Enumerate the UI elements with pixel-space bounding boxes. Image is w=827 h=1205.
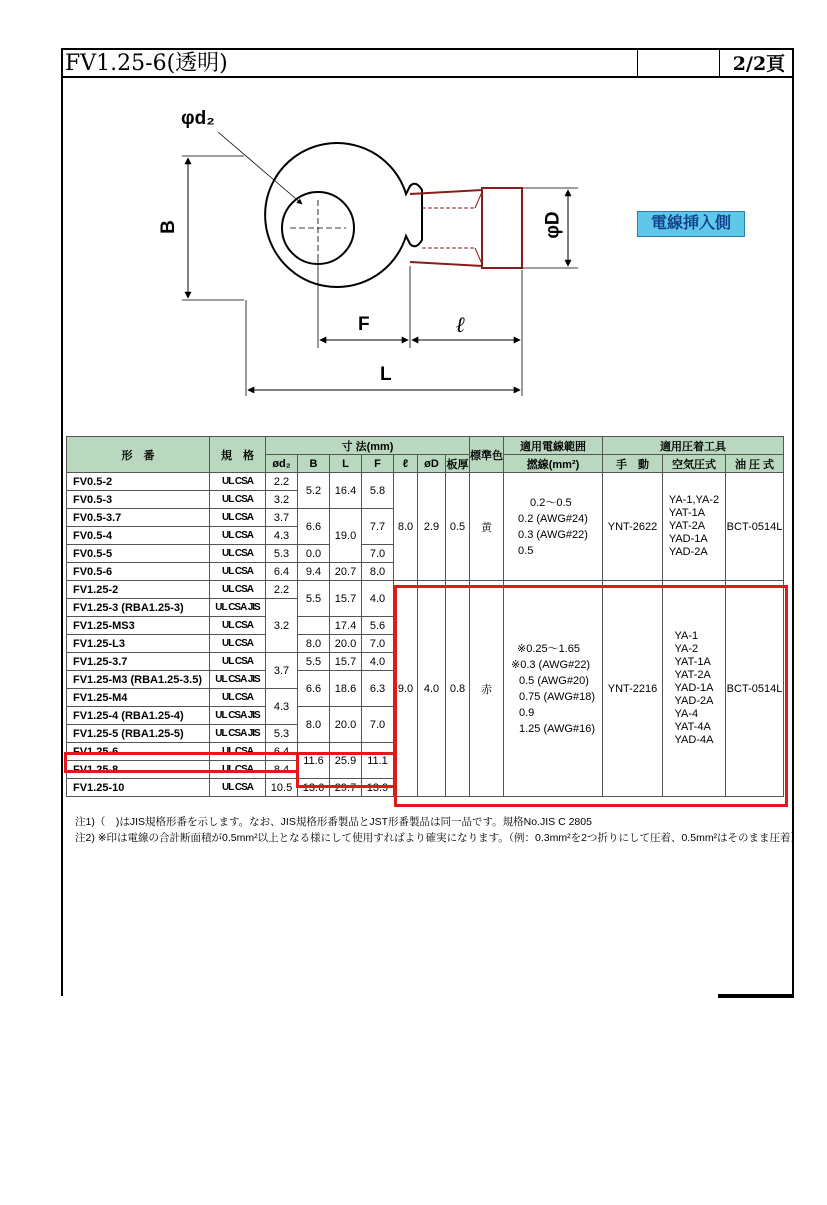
header-color: 標準色 bbox=[470, 437, 504, 473]
table-row: FV1.25-8 UL CSA 8.4 bbox=[67, 761, 784, 779]
title-divider bbox=[719, 50, 720, 78]
table-row: FV0.5-4 UL CSA 4.3 bbox=[67, 527, 784, 545]
label-l: ℓ bbox=[456, 312, 466, 338]
header-wire-range: 適用電線範囲 bbox=[504, 437, 603, 455]
table-row: FV1.25-4 (RBA1.25-4) UL CSA JIS 8.0 20.0 7.0 bbox=[67, 707, 784, 725]
header-manual: 手 動 bbox=[603, 455, 663, 473]
table-row: FV1.25-10 UL CSA 10.5 13.6 29.7 13.9 bbox=[67, 779, 784, 797]
page-number: 2/2頁 bbox=[732, 53, 786, 75]
note-1: 注1)（ )はJIS規格形番を示します。なお、JIS規格形番製品とJST形番製品は同一品です。規格No.JIS C 2805 bbox=[75, 816, 592, 828]
header-l: ℓ bbox=[394, 455, 418, 473]
title-bar bbox=[61, 48, 794, 78]
document-title: FV1.25-6(透明) bbox=[65, 51, 228, 76]
terminal-diagram bbox=[157, 100, 580, 400]
air-tools-group2: YA-1 YA-2 YAT-1A YAT-2A YAD-1A YAD-2A YA-4 YAT-4A YAD-4A bbox=[663, 581, 726, 797]
table-row: FV1.25-3 (RBA1.25-3) UL CSA JIS 3.2 bbox=[67, 599, 784, 617]
header-F: F bbox=[362, 455, 394, 473]
table-row: FV0.5-3 UL CSA 3.2 bbox=[67, 491, 784, 509]
highlight-dimensions bbox=[296, 752, 396, 788]
table-row: FV1.25-L3 UL CSA 8.0 20.0 7.0 bbox=[67, 635, 784, 653]
frame-bottom-mark bbox=[718, 994, 794, 998]
header-L: L bbox=[330, 455, 362, 473]
table-row: FV1.25-2 UL CSA 2.2 5.5 15.7 4.0 9.0 4.0 0.8 赤 ※0.25〜1.65 ※0.3 (AWG#22) 0.5 (AWG#20) 0.75 (AWG#18) 0.9 1.25 (AWG#16) YNT-2216 YA-1 YA-2 YAT-1A YAT-2A YAD-1A YAD-2A YA-4 YAT-4A YAD-4A BCT-0514L bbox=[67, 581, 784, 599]
table-row: FV1.25-M4 UL CSA 4.3 bbox=[67, 689, 784, 707]
header-B: B bbox=[298, 455, 330, 473]
table-row: FV1.25-M3 (RBA1.25-3.5) UL CSA JIS 6.6 18.6 6.3 bbox=[67, 671, 784, 689]
table-row: FV0.5-2 UL CSA 2.2 5.2 16.4 5.8 8.0 2.9 0.5 黄 0.2〜0.5 0.2 (AWG#24) 0.3 (AWG#22) 0.5 YNT-2622 YA-1,YA-2 YAT-1A YAT-2A YAD-1A YAD-2A BCT-0514L bbox=[67, 473, 784, 491]
label-d2: φd₂ bbox=[181, 108, 215, 129]
header-oil: 油 圧 式 bbox=[726, 455, 784, 473]
wire-range-group1: 0.2〜0.5 0.2 (AWG#24) 0.3 (AWG#22) 0.5 bbox=[504, 473, 603, 581]
label-D: φD bbox=[542, 211, 564, 239]
table-row: FV1.25-MS3 UL CSA 17.4 5.6 bbox=[67, 617, 784, 635]
header-dims: 寸 法(mm) bbox=[266, 437, 470, 455]
label-L: L bbox=[380, 364, 392, 385]
air-tools-group1: YA-1,YA-2 YAT-1A YAT-2A YAD-1A YAD-2A bbox=[663, 473, 726, 581]
frame-right bbox=[792, 48, 794, 996]
header-model: 形 番 bbox=[67, 437, 210, 473]
highlight-spec-block bbox=[394, 585, 788, 807]
table-row: FV0.5-6 UL CSA 6.4 9.4 20.7 8.0 bbox=[67, 563, 784, 581]
table-row: FV1.25-5 (RBA1.25-5) UL CSA JIS 5.3 bbox=[67, 725, 784, 743]
header-tools: 適用圧着工具 bbox=[603, 437, 784, 455]
note-2: 注2) ※印は電線の合計断面積が0.5mm²以上となる様にして使用すればより確実になります。（例：0.3mm²を2つ折りにして圧着、0.5mm²はそのまま圧着） bbox=[75, 832, 802, 844]
header-air: 空気圧式 bbox=[663, 455, 726, 473]
frame-left bbox=[61, 48, 63, 996]
table-row: FV0.5-5 UL CSA 5.3 0.0 7.0 bbox=[67, 545, 784, 563]
table-row-highlighted: FV1.25-6 UL CSA 6.4 11.6 25.9 11.1 bbox=[67, 743, 784, 761]
header-wire-sub: 撚線(mm²) bbox=[504, 455, 603, 473]
header-standard: 規 格 bbox=[210, 437, 266, 473]
standard-icons: UL CSA bbox=[210, 473, 266, 491]
table-row: FV0.5-3.7 UL CSA 3.7 6.6 19.0 7.7 bbox=[67, 509, 784, 527]
label-F: F bbox=[358, 314, 370, 335]
title-divider bbox=[637, 50, 638, 78]
header-thickness: 板厚 bbox=[446, 455, 470, 473]
table-row: FV1.25-3.7 UL CSA 3.7 5.5 15.7 4.0 bbox=[67, 653, 784, 671]
header-d2: ød₂ bbox=[266, 455, 298, 473]
label-B: B bbox=[157, 220, 179, 234]
wire-insertion-side-badge: 電線挿入側 bbox=[637, 211, 745, 237]
wire-range-group2: ※0.25〜1.65 ※0.3 (AWG#22) 0.5 (AWG#20) 0.75 (AWG#18) 0.9 1.25 (AWG#16) bbox=[504, 581, 603, 797]
header-D: øD bbox=[418, 455, 446, 473]
highlight-model-row bbox=[64, 752, 299, 773]
